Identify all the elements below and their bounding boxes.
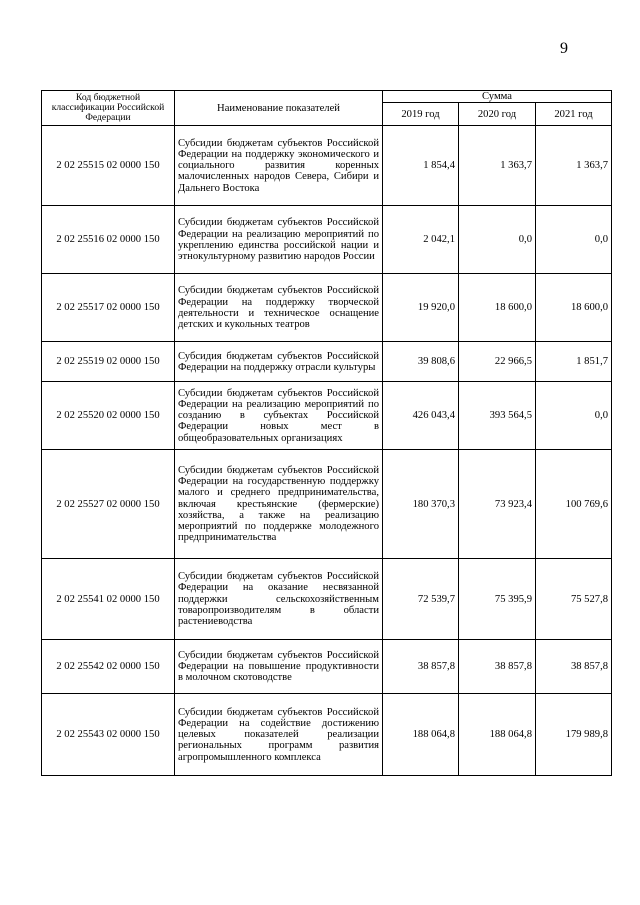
row-name: Субсидии бюджетам субъектов Российской Федерации на государственную поддержку малого и среднего предпринимательства, включая крестьянские (фермерские) хозяйства, а также на реализацию мероприятий по поддержке молодежного предпринимательства [175, 450, 383, 559]
row-code: 2 02 25516 02 0000 150 [42, 206, 175, 274]
row-code: 2 02 25527 02 0000 150 [42, 450, 175, 559]
row-value-2021: 100 769,6 [536, 450, 612, 559]
row-value-2019: 38 857,8 [383, 640, 459, 694]
table-row [42, 342, 612, 382]
row-value-2021: 0,0 [536, 382, 612, 450]
row-code: 2 02 25519 02 0000 150 [42, 342, 175, 382]
row-value-2019: 2 042,1 [383, 206, 459, 274]
row-name: Субсидии бюджетам субъектов Российской Федерации на содействие достижению целевых показателей реализации региональных программ развития агропромышленного комплекса [175, 694, 383, 776]
row-value-2019: 426 043,4 [383, 382, 459, 450]
row-name: Субсидии бюджетам субъектов Российской Федерации на оказание несвязанной поддержки сельскохозяйственным товаропроизводителям в области растениеводства [175, 559, 383, 640]
row-value-2019: 180 370,3 [383, 450, 459, 559]
row-name: Субсидии бюджетам субъектов Российской Федерации на повышение продуктивности в молочном скотоводстве [175, 640, 383, 694]
row-code: 2 02 25541 02 0000 150 [42, 559, 175, 640]
row-value-2020: 22 966,5 [459, 342, 536, 382]
header-code: Код бюджетной классификации Российской Федерации [42, 91, 175, 126]
row-value-2021: 0,0 [536, 206, 612, 274]
row-value-2020: 73 923,4 [459, 450, 536, 559]
header-sum: Сумма [383, 91, 612, 103]
row-code: 2 02 25515 02 0000 150 [42, 126, 175, 206]
table-row [42, 559, 612, 640]
row-name: Субсидия бюджетам субъектов Российской Федерации на поддержку отрасли культуры [175, 342, 383, 382]
row-value-2021: 1 851,7 [536, 342, 612, 382]
header-year-2019: 2019 год [383, 103, 459, 126]
table-row [42, 206, 612, 274]
row-name: Субсидии бюджетам субъектов Российской Федерации на реализацию мероприятий по укреплению единства российской нации и этнокультурному развитию народов России [175, 206, 383, 274]
header-year-2021: 2021 год [536, 103, 612, 126]
row-value-2019: 72 539,7 [383, 559, 459, 640]
row-value-2020: 0,0 [459, 206, 536, 274]
row-code: 2 02 25542 02 0000 150 [42, 640, 175, 694]
table-row [42, 450, 612, 559]
row-value-2020: 18 600,0 [459, 274, 536, 342]
row-value-2019: 1 854,4 [383, 126, 459, 206]
row-value-2021: 38 857,8 [536, 640, 612, 694]
row-value-2020: 75 395,9 [459, 559, 536, 640]
page-number: 9 [560, 40, 568, 57]
row-name: Субсидии бюджетам субъектов Российской Федерации на поддержку творческой деятельности и техническое оснащение детских и кукольных театров [175, 274, 383, 342]
row-value-2021: 75 527,8 [536, 559, 612, 640]
row-value-2019: 188 064,8 [383, 694, 459, 776]
table-row [42, 126, 612, 206]
row-value-2019: 39 808,6 [383, 342, 459, 382]
row-value-2020: 38 857,8 [459, 640, 536, 694]
row-code: 2 02 25543 02 0000 150 [42, 694, 175, 776]
table-row [42, 640, 612, 694]
row-value-2021: 179 989,8 [536, 694, 612, 776]
row-code: 2 02 25520 02 0000 150 [42, 382, 175, 450]
row-value-2020: 393 564,5 [459, 382, 536, 450]
row-value-2021: 18 600,0 [536, 274, 612, 342]
row-name: Субсидии бюджетам субъектов Российской Федерации на реализацию мероприятий по созданию в субъектах Российской Федерации новых мест в общеобразовательных организациях [175, 382, 383, 450]
row-name: Субсидии бюджетам субъектов Российской Федерации на поддержку экономического и социального развития коренных малочисленных народов Севера, Сибири и Дальнего Востока [175, 126, 383, 206]
row-value-2021: 1 363,7 [536, 126, 612, 206]
table-row [42, 274, 612, 342]
row-value-2020: 188 064,8 [459, 694, 536, 776]
budget-table [41, 90, 612, 776]
row-value-2020: 1 363,7 [459, 126, 536, 206]
row-code: 2 02 25517 02 0000 150 [42, 274, 175, 342]
row-value-2019: 19 920,0 [383, 274, 459, 342]
header-name: Наименование показателей [175, 91, 383, 126]
table-row [42, 694, 612, 776]
header-year-2020: 2020 год [459, 103, 536, 126]
table-row [42, 382, 612, 450]
